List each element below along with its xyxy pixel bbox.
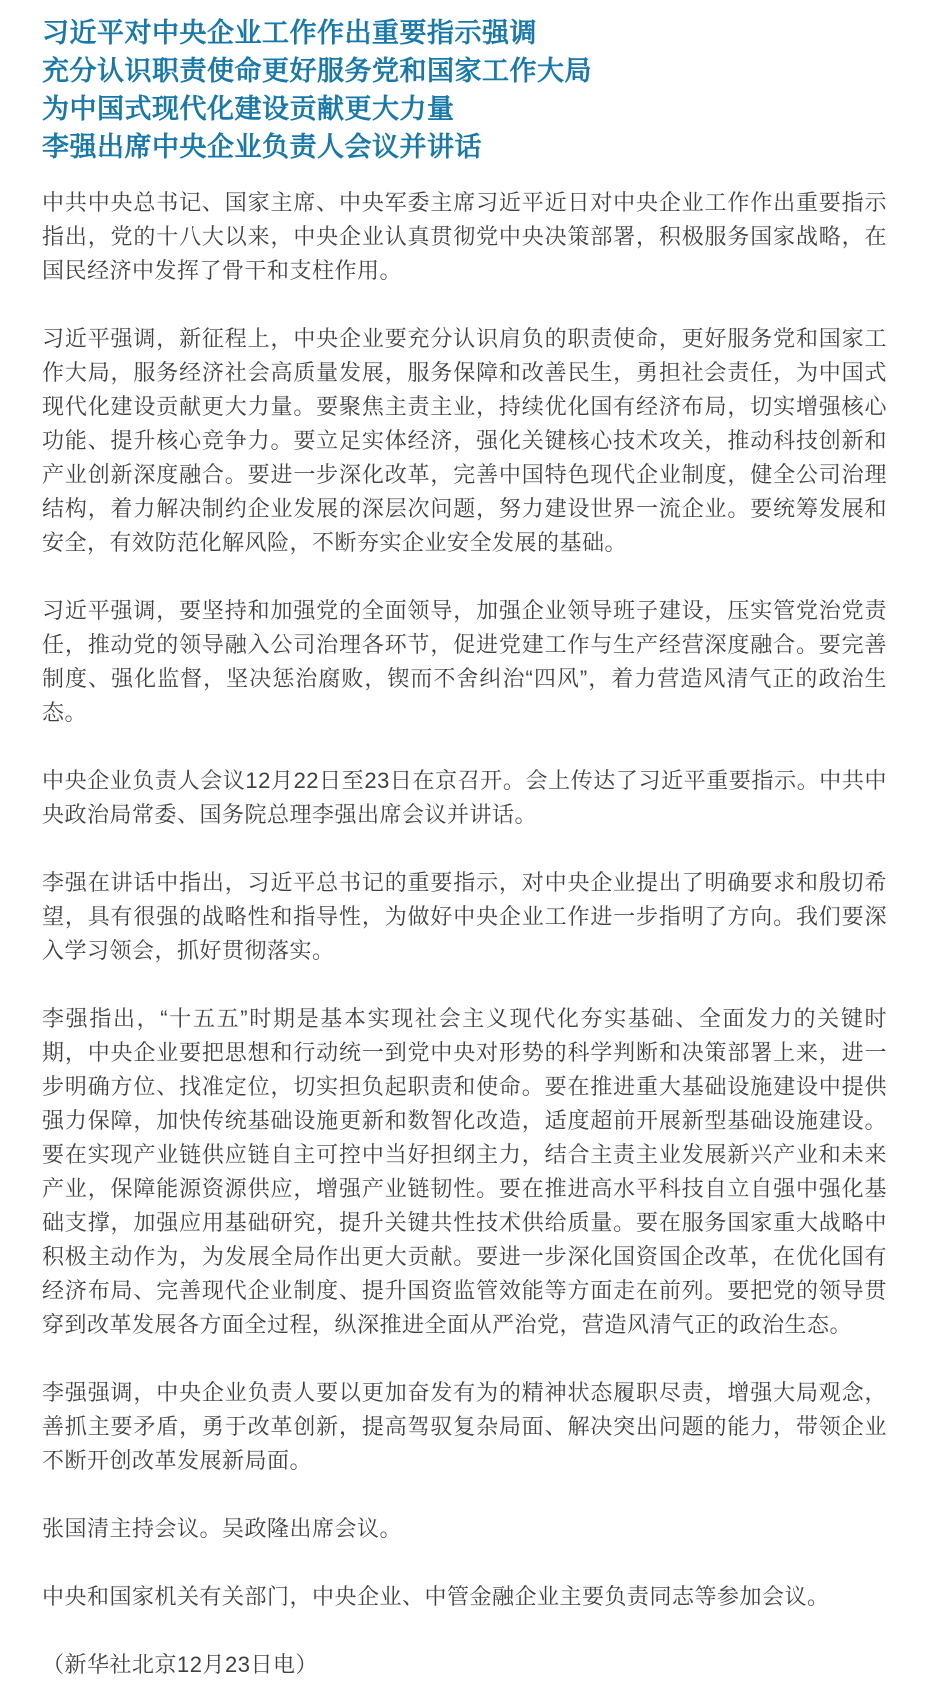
article-paragraph: 习近平强调，要坚持和加强党的全面领导，加强企业领导班子建设，压实管党治党责任，推动党的领导融入公司治理各环节，促进党建工作与生产经营深度融合。要完善制度、强化监督，坚决惩治腐败，锲而不舍纠治“四风”，着力营造风清气正的政治生态。: [42, 598, 887, 725]
headline-line-1: 习近平对中央企业工作作出重要指示强调: [42, 18, 537, 48]
article-paragraph: 中央和国家机关有关部门，中央企业、中管金融企业主要负责同志等参加会议。: [42, 1584, 830, 1609]
article-paragraph: 中央企业负责人会议12月22日至23日在京召开。会上传达了习近平重要指示。中共中央政治局常委、国务院总理李强出席会议并讲话。: [42, 768, 887, 827]
headline-line-3: 为中国式现代化建设贡献更大力量: [42, 94, 455, 124]
article-headline: [42, 14, 887, 166]
article-paragraph: 中共中央总书记、国家主席、中央军委主席习近平近日对中央企业工作作出重要指示指出，党的十八大以来，中央企业认真贯彻党中央决策部署，积极服务国家战略，在国民经济中发挥了骨干和支柱作用。: [42, 190, 887, 283]
headline-line-4: 李强出席中央企业负责人会议并讲话: [42, 132, 482, 162]
article-paragraph: 李强指出，“十五五”时期是基本实现社会主义现代化夯实基础、全面发力的关键时期，中央企业要把思想和行动统一到党中央对形势的科学判断和决策部署上来，进一步明确方位、找准定位，切实担负起职责和使命。要在推进重大基础设施建设中提供强力保障，加快传统基础设施更新和数智化改造，适度超前开展新型基础设施建设。要在实现产业链供应链自主可控中当好担纲主力，结合主责主业发展新兴产业和未来产业，保障能源资源供应，增强产业链韧性。要在推进高水平科技自立自强中强化基础支撑，加强应用基础研究，提升关键共性技术供给质量。要在服务国家重大战略中积极主动作为，为发展全局作出更大贡献。要进一步深化国资国企改革，在优化国有经济布局、完善现代企业制度、提升国资监管效能等方面走在前列。要把党的领导贯穿到改革发展各方面全过程，纵深推进全面从严治党，营造风清气正的政治生态。: [42, 1006, 887, 1337]
article-paragraph: 李强强调，中央企业负责人要以更加奋发有为的精神状态履职尽责，增强大局观念，善抓主要矛盾，勇于改革创新，提高驾驭复杂局面、解决突出问题的能力，带领企业不断开创改革发展新局面。: [42, 1380, 887, 1473]
article-paragraph: 李强在讲话中指出，习近平总书记的重要指示，对中央企业提出了明确要求和殷切希望，具有很强的战略性和指导性，为做好中央企业工作进一步指明了方向。我们要深入学习领会，抓好贯彻落实。: [42, 870, 887, 963]
article-body: [42, 186, 887, 1682]
source-note: （新华社北京12月23日电）: [42, 1652, 318, 1677]
article-paragraph: 习近平强调，新征程上，中央企业要充分认识肩负的职责使命，更好服务党和国家工作大局，服务经济社会高质量发展，服务保障和改善民生，勇担社会责任，为中国式现代化建设贡献更大力量。要聚焦主责主业，持续优化国有经济布局，切实增强核心功能、提升核心竞争力。要立足实体经济，强化关键核心技术攻关，推动科技创新和产业创新深度融合。要进一步深化改革，完善中国特色现代企业制度，健全公司治理结构，着力解决制约企业发展的深层次问题，努力建设世界一流企业。要统筹发展和安全，有效防范化解风险，不断夯实企业安全发展的基础。: [42, 326, 887, 555]
article-paragraph: 张国清主持会议。吴政隆出席会议。: [42, 1516, 403, 1541]
headline-line-2: 充分认识职责使命更好服务党和国家工作大局: [42, 56, 592, 86]
